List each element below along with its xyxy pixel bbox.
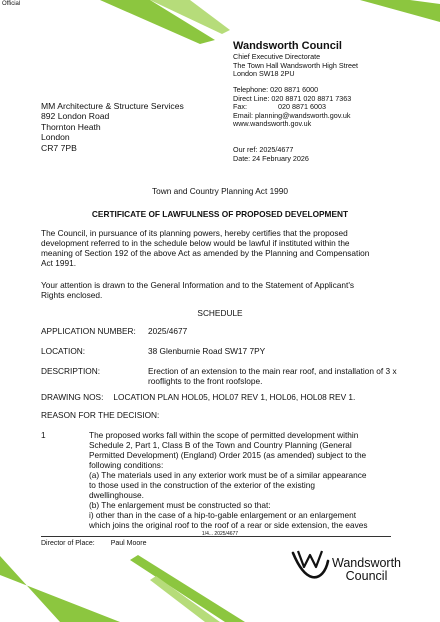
- council-address-1: The Town Hall Wandsworth High Street: [233, 60, 359, 70]
- description-row: [0, 366, 440, 388]
- recipient-address: [41, 101, 184, 153]
- application-value: 2025/4677: [148, 326, 188, 336]
- drawing-label: DRAWING NOS:: [41, 392, 104, 402]
- page-number: 1/4... 2025/4677: [201, 531, 239, 537]
- letter-date: Date: 24 February 2026: [233, 153, 309, 163]
- our-reference: Our ref: 2025/4677: [233, 145, 294, 154]
- reason-heading: REASON FOR THE DECISION:: [41, 410, 160, 420]
- logo-line-2: Council: [345, 569, 388, 583]
- drawing-value: LOCATION PLAN HOL05, HOL07 REV 1, HOL06, HOL08 REV 1.: [113, 392, 356, 402]
- application-label: APPLICATION NUMBER:: [41, 326, 136, 336]
- classification-label: Official: [2, 1, 21, 7]
- director-name: Paul Moore: [110, 540, 147, 547]
- reason-text: The proposed works fall within the scope of permitted development within Schedule 2, Part 1, Class B of the Town and Country Planning (General Permitted Development) (England) Order 2015 (as amended) subject to the following conditions: (a) The materials used in any exterior work must be of a similar appearance to those used in the construction of the exterior of the existing dwellinghouse. (b) The enlargement must be constructed so that: i) other than in the case of a hip-to-gable enlargement or an enlargement which joins the original roof to the roof of a rear or side extension, the eaves: [89, 430, 368, 530]
- director-label: Director of Place:: [41, 540, 95, 547]
- recipient-line: London: [41, 132, 70, 143]
- recipient-line: CR7 7PB: [41, 142, 77, 153]
- location-label: LOCATION:: [41, 346, 86, 356]
- certificate-title: CERTIFICATE OF LAWFULNESS OF PROPOSED DEVELOPMENT: [91, 209, 349, 219]
- council-web[interactable]: www.wandsworth.gov.uk: [233, 119, 312, 129]
- wandsworth-logo-icon: [290, 545, 330, 585]
- recipient-line: Thornton Heath: [41, 121, 101, 132]
- paragraph-attention: Your attention is drawn to the General Information and to the Statement of Applicant's Rights enclosed.: [41, 280, 355, 300]
- director-line: [41, 540, 146, 547]
- council-direct-line: Direct Line: 020 8871 020 8871 7363: [233, 93, 352, 103]
- logo-text: [332, 557, 401, 583]
- act-title: Town and Country Planning Act 1990: [151, 186, 289, 196]
- footer-divider: [41, 536, 391, 537]
- schedule-heading: SCHEDULE: [197, 308, 243, 318]
- logo-line-1: Wandsworth: [332, 556, 402, 570]
- council-telephone: Telephone: 020 8871 6000: [233, 85, 319, 94]
- council-directorate: Chief Executive Directorate: [233, 52, 321, 61]
- recipient-line: MM Architecture & Structure Services: [41, 101, 184, 111]
- description-label: DESCRIPTION:: [41, 366, 101, 376]
- council-address-2: London SW18 2PU: [233, 69, 295, 79]
- drawing-row: [41, 392, 355, 402]
- recipient-line: 892 London Road: [41, 111, 110, 122]
- location-value: 38 Glenburnie Road SW17 7PY: [148, 346, 266, 356]
- reason-number: 1: [41, 430, 46, 440]
- council-email[interactable]: Email: planning@wandsworth.gov.uk: [233, 110, 351, 120]
- description-value: Erection of an extension to the main rear roof, and installation of 3 x rooflights to the front roofslope.: [148, 366, 397, 386]
- council-name: Wandsworth Council: [233, 40, 342, 52]
- council-fax: Fax: 020 8871 6003: [233, 102, 326, 112]
- paragraph-certification: The Council, in pursuance of its planning powers, hereby certifies that the proposed development referred to in the schedule below would be lawful if instituted within the meaning of Section 192 of the above Act as amended by the Planning and Compensation Act 1991.: [41, 228, 370, 268]
